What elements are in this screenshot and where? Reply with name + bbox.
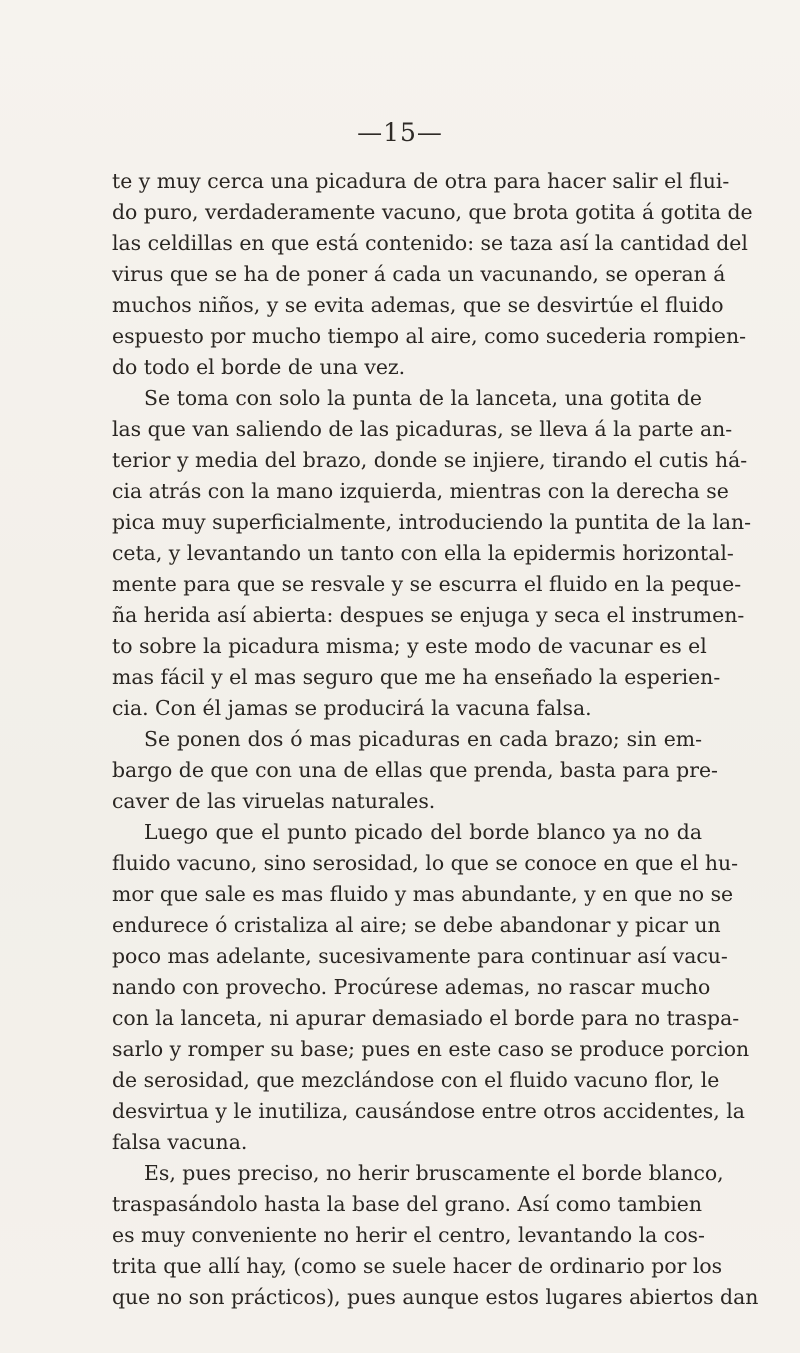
text-line: do puro, verdaderamente vacuno, que brota gotita á gotita de	[112, 200, 753, 224]
text-line: ña herida así abierta: despues se enjuga y seca el instrumen-	[112, 603, 745, 627]
text-line: te y muy cerca una picadura de otra para hacer salir el flui-	[112, 169, 730, 193]
text-line: espuesto por mucho tiempo al aire, como sucederia rompien-	[112, 324, 747, 348]
text-line: mente para que se resvale y se escurra el fluido en la peque-	[112, 572, 742, 596]
text-line: fluido vacuno, sino serosidad, lo que se conoce en que el hu-	[112, 851, 739, 875]
text-line: es muy conveniente no herir el centro, levantando la cos-	[112, 1223, 705, 1247]
text-line: de serosidad, que mezclándose con el fluido vacuno flor, le	[112, 1068, 720, 1092]
text-line: traspasándolo hasta la base del grano. Así como tambien	[112, 1192, 702, 1216]
text-line: muchos niños, y se evita ademas, que se desvirtúe el fluido	[112, 293, 724, 317]
paragraph-first-line: Se toma con solo la punta de la lanceta, una gotita de	[144, 386, 702, 410]
text-line: to sobre la picadura misma; y este modo de vacunar es el	[112, 634, 707, 658]
text-line: pica muy superficialmente, introduciendo la puntita de la lan-	[112, 510, 752, 534]
text-line: falsa vacuna.	[112, 1130, 248, 1154]
text-line: poco mas adelante, sucesivamente para continuar así vacu-	[112, 944, 728, 968]
text-line: trita que allí hay, (como se suele hacer de ordinario por los	[112, 1254, 723, 1278]
paragraph-first-line: Luego que el punto picado del borde blanco ya no da	[144, 820, 702, 844]
text-line: que no son prácticos), pues aunque estos lugares abiertos dan	[112, 1285, 759, 1309]
text-line: con la lanceta, ni apurar demasiado el borde para no traspa-	[112, 1006, 740, 1030]
text-line: caver de las viruelas naturales.	[112, 789, 436, 813]
text-line: cia. Con él jamas se producirá la vacuna falsa.	[112, 696, 592, 720]
text-line: virus que se ha de poner á cada un vacunando, se operan á	[112, 262, 726, 286]
text-line: nando con provecho. Procúrese ademas, no rascar mucho	[112, 975, 711, 999]
text-line: mas fácil y el mas seguro que me ha enseñado la esperien-	[112, 665, 721, 689]
text-line: ceta, y levantando un tanto con ella la epidermis horizontal-	[112, 541, 734, 565]
text-line: terior y media del brazo, donde se injiere, tirando el cutis há-	[112, 448, 748, 472]
text-line: do todo el borde de una vez.	[112, 355, 406, 379]
text-line: bargo de que con una de ellas que prenda, basta para pre-	[112, 758, 718, 782]
paragraph-first-line: Se ponen dos ó mas picaduras en cada brazo; sin em-	[144, 727, 702, 751]
text-line: endurece ó cristaliza al aire; se debe abandonar y picar un	[112, 913, 721, 937]
page-number: —15—	[357, 118, 443, 147]
text-line: desvirtua y le inutiliza, causándose entre otros accidentes, la	[112, 1099, 745, 1123]
text-line: las que van saliendo de las picaduras, se lleva á la parte an-	[112, 417, 733, 441]
text-line: sarlo y romper su base; pues en este caso se produce porcion	[112, 1037, 750, 1061]
text-line: las celdillas en que está contenido: se taza así la cantidad del	[112, 231, 748, 255]
body-text	[112, 166, 759, 1313]
text-line: cia atrás con la mano izquierda, mientras con la derecha se	[112, 479, 729, 503]
paragraph-first-line: Es, pues preciso, no herir bruscamente el borde blanco,	[144, 1161, 724, 1185]
text-line: mor que sale es mas fluido y mas abundante, y en que no se	[112, 882, 734, 906]
